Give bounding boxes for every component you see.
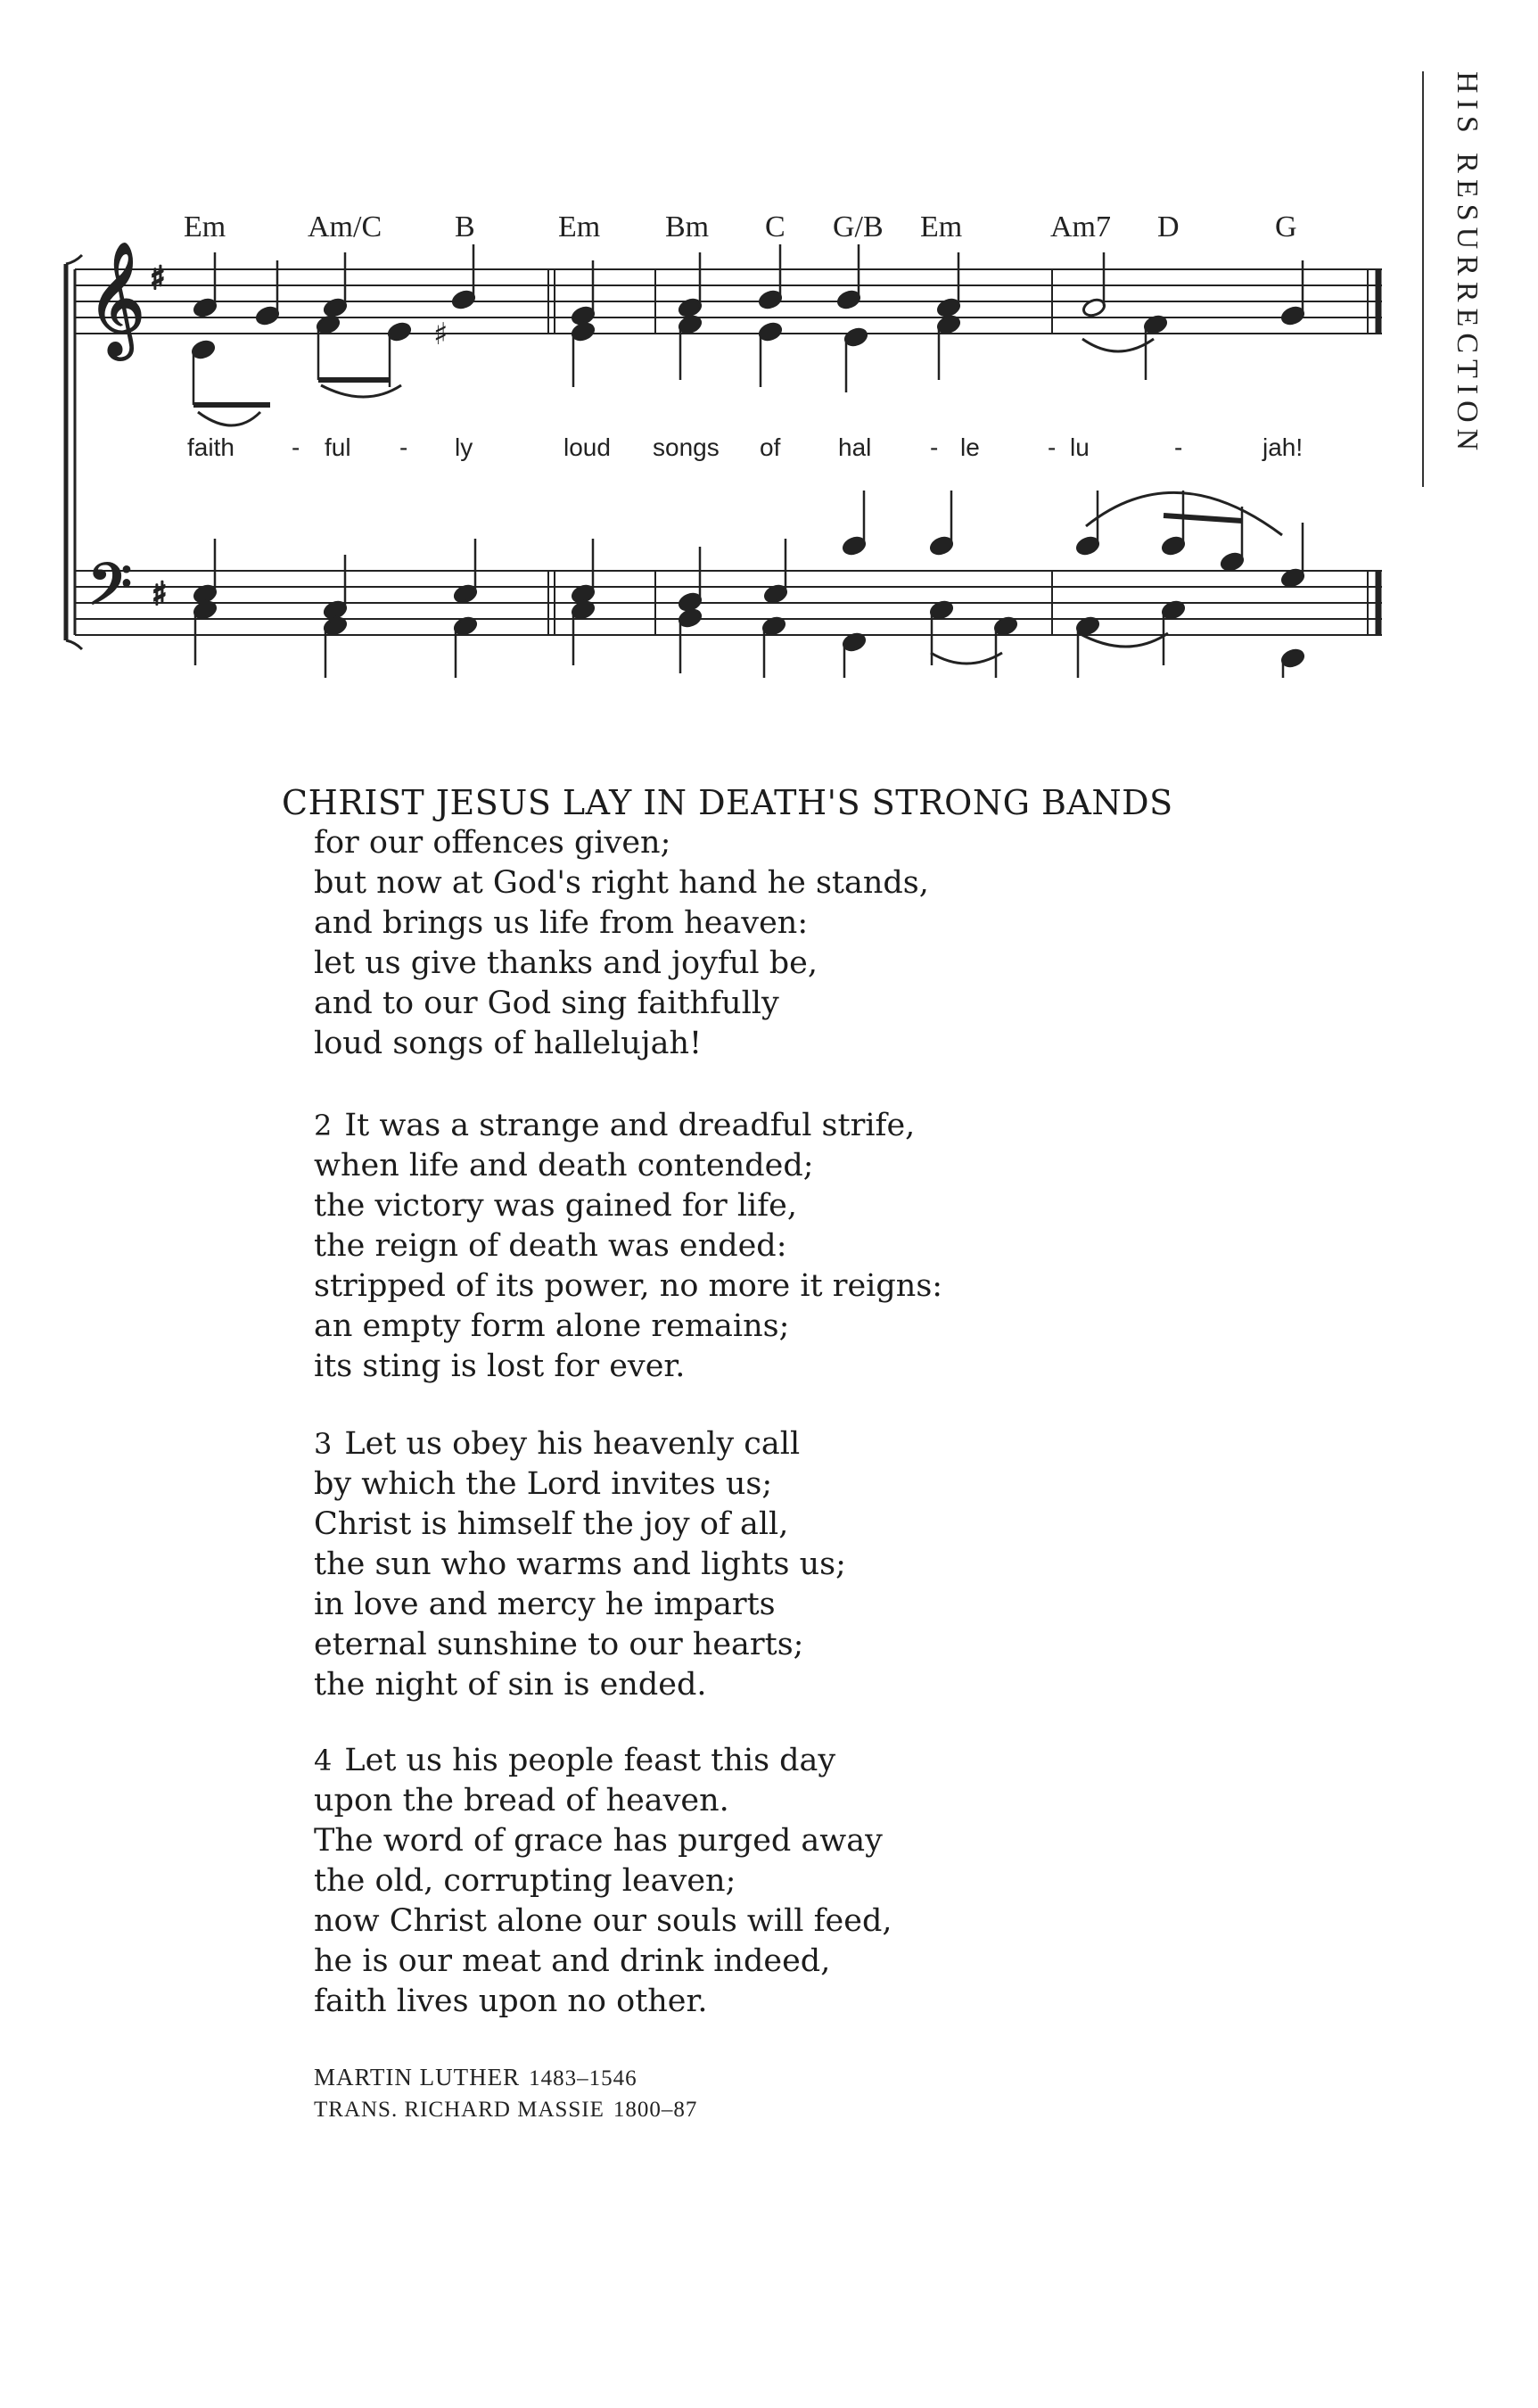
verse-line: the reign of death was ended: xyxy=(314,1228,787,1264)
verse-number: 4 xyxy=(314,1744,333,1777)
verse-line: the sun who warms and lights us; xyxy=(314,1546,846,1582)
translator-name: TRANS. RICHARD MASSIE xyxy=(314,2098,605,2122)
lyric-syllable: - xyxy=(1048,433,1057,461)
tie xyxy=(1082,339,1154,351)
bass-clef: 𝄢 xyxy=(87,552,133,632)
lyric-syllable: - xyxy=(399,433,408,461)
chord-symbol: C xyxy=(765,210,785,243)
tie xyxy=(198,412,260,425)
key-signature-sharp: ♯ xyxy=(150,260,166,297)
author-credit xyxy=(314,2064,637,2091)
verse-line: stripped of its power, no more it reigns: xyxy=(314,1268,943,1304)
verse-line: in love and mercy he imparts xyxy=(314,1587,776,1622)
treble-clef: 𝄞 xyxy=(87,241,146,355)
verse-4 xyxy=(314,1741,892,2022)
verse-line: loud songs of hallelujah! xyxy=(314,1026,703,1061)
bass-staff xyxy=(75,552,1382,635)
sharp-accidental: ♯ xyxy=(433,317,448,352)
chord-symbol: G/B xyxy=(833,210,884,243)
section-title: HIS RESURRECTION xyxy=(1451,71,1484,458)
verse-line: and brings us life from heaven: xyxy=(314,905,809,941)
verse-line: its sting is lost for ever. xyxy=(314,1348,686,1384)
chord-symbol: B xyxy=(455,210,475,243)
verse-number: 2 xyxy=(314,1109,333,1142)
verse-line: the victory was gained for life, xyxy=(314,1188,798,1224)
verse-line: Christ is himself the joy of all, xyxy=(314,1506,789,1542)
chord-symbol: Am/C xyxy=(308,210,382,243)
lyric-syllable: jah! xyxy=(1262,433,1304,461)
lyric-syllable: - xyxy=(930,433,939,461)
verse-line: eternal sunshine to our hearts; xyxy=(314,1627,804,1662)
verse-line: an empty form alone remains; xyxy=(314,1308,790,1344)
verse-line: Let us obey his heavenly call xyxy=(344,1426,801,1462)
verse-line: the old, corrupting leaven; xyxy=(314,1863,736,1899)
verse-line: by which the Lord invites us; xyxy=(314,1466,773,1502)
hymn-first-line: CHRIST JESUS LAY IN DEATH'S STRONG BANDS xyxy=(282,783,1173,822)
lyric-syllable: loud xyxy=(563,433,611,461)
verse-3 xyxy=(314,1424,846,1705)
verse-number: 3 xyxy=(314,1427,333,1461)
verse-1 xyxy=(282,783,1173,1064)
lyric-syllable: of xyxy=(760,433,781,461)
lyric-syllable: songs xyxy=(653,433,720,461)
verse-line: faith lives upon no other. xyxy=(314,1983,708,2019)
verse-line: upon the bread of heaven. xyxy=(314,1783,729,1818)
chord-symbol: G xyxy=(1275,210,1297,243)
music-score xyxy=(0,0,1538,678)
lyric-syllable: - xyxy=(1174,433,1183,461)
lyric-syllable: lu xyxy=(1070,433,1090,461)
section-divider xyxy=(1422,71,1424,487)
verse-line: It was a strange and dreadful strife, xyxy=(344,1108,916,1143)
translator-credit xyxy=(314,2098,697,2123)
verse-line: let us give thanks and joyful be, xyxy=(314,945,818,981)
verse-line: the night of sin is ended. xyxy=(314,1667,707,1703)
notes xyxy=(191,244,1305,678)
tie xyxy=(931,653,1002,664)
lyric-syllable: ly xyxy=(455,433,473,461)
verse-line: Let us his people feast this day xyxy=(344,1743,836,1778)
chord-symbol: Am7 xyxy=(1050,210,1111,243)
verse-line: but now at God's right hand he stands, xyxy=(314,865,929,901)
key-signature-sharp: ♯ xyxy=(152,576,168,613)
chord-symbol: Em xyxy=(558,210,601,243)
verse-line: and to our God sing faithfully xyxy=(314,985,779,1021)
lyric-syllable: faith xyxy=(187,433,234,461)
bracket-bottom xyxy=(66,640,82,649)
translator-dates: 1800–87 xyxy=(613,2098,698,2122)
author-dates: 1483–1546 xyxy=(529,2066,637,2091)
verse-2 xyxy=(314,1106,942,1387)
author-name: MARTIN LUTHER xyxy=(314,2064,521,2091)
beam xyxy=(1164,515,1242,521)
verse-line: for our offences given; xyxy=(314,825,671,861)
chord-symbol: D xyxy=(1157,210,1180,243)
chord-symbol: Em xyxy=(184,210,226,243)
chord-symbol: Bm xyxy=(665,210,710,243)
treble-staff xyxy=(66,241,1382,649)
lyric-syllable: - xyxy=(292,433,300,461)
verse-line: now Christ alone our souls will feed, xyxy=(314,1903,892,1939)
lyric-syllable: hal xyxy=(838,433,872,461)
lyric-syllable: ful xyxy=(325,433,351,461)
verse-line: The word of grace has purged away xyxy=(314,1823,883,1859)
verse-line: he is our meat and drink indeed, xyxy=(314,1943,831,1979)
verse-line: when life and death contended; xyxy=(314,1148,814,1183)
chord-symbol: Em xyxy=(920,210,963,243)
lyric-syllable: le xyxy=(960,433,980,461)
bracket-top xyxy=(66,255,82,264)
